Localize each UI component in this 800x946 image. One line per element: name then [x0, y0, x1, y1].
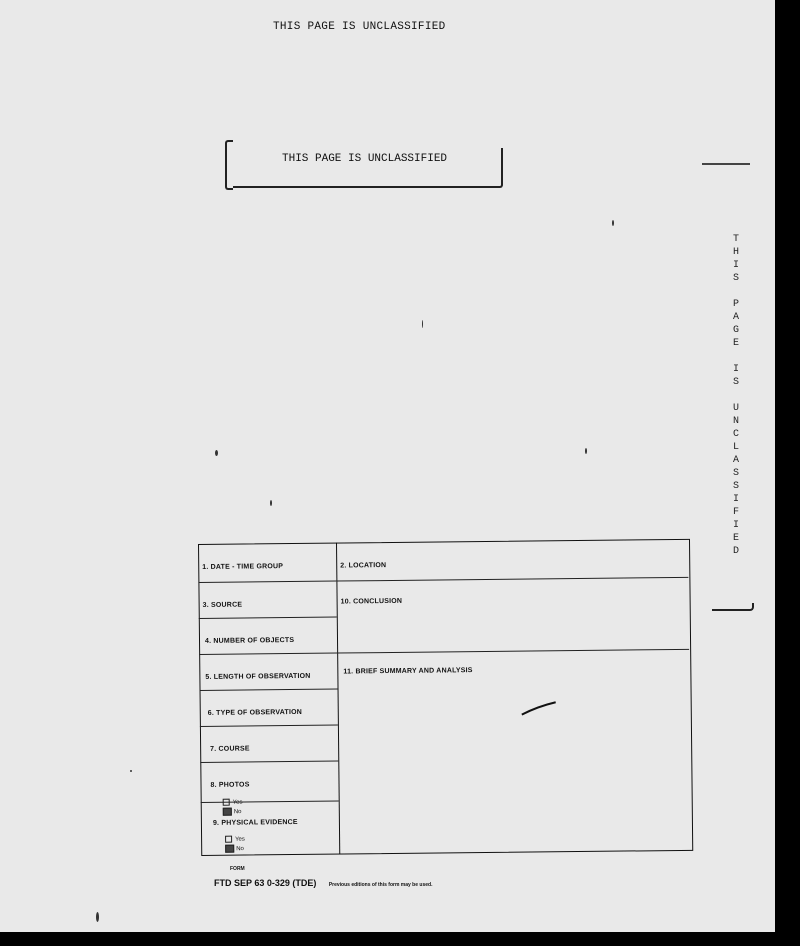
top-classification-stamp: THIS PAGE IS UNCLASSIFIED [273, 21, 446, 33]
observation-report-form [198, 539, 693, 860]
field-date-time-group: 1. DATE - TIME GROUP [202, 563, 284, 571]
evidence-yes-label: Yes [235, 836, 245, 843]
field-course: 7. COURSE [210, 745, 250, 753]
pen-mark [520, 700, 560, 720]
photos-yes-label: Yes [232, 799, 243, 806]
vertical-stamp-letter: F [732, 507, 739, 518]
footer-form-label: FORM [230, 866, 245, 872]
vertical-stamp-letter: S [732, 481, 739, 492]
vertical-stamp-letter: H [732, 247, 739, 258]
field-type-of-observation: 6. TYPE OF OBSERVATION [207, 708, 303, 717]
evidence-no-label: No [236, 846, 244, 853]
vertical-stamp-letter [730, 350, 742, 363]
field-length-of-observation: 5. LENGTH OF OBSERVATION [205, 672, 311, 681]
field-physical-evidence: 9. PHYSICAL EVIDENCE [212, 818, 298, 827]
boxed-stamp-text: THIS PAGE IS UNCLASSIFIED [282, 153, 448, 165]
side-classification-stamp [702, 163, 752, 611]
field-conclusion: 10. CONCLUSION [340, 597, 403, 606]
vertical-stamp-letter: D [732, 546, 739, 557]
photos-no-label: No [233, 809, 242, 816]
evidence-no-checkbox[interactable] [225, 845, 234, 853]
vertical-stamp-letter: A [732, 312, 739, 323]
photos-yes-checkbox[interactable] [223, 799, 230, 806]
field-number-of-objects: 4. NUMBER OF OBJECTS [204, 636, 295, 645]
field-location: 2. LOCATION [340, 562, 387, 570]
vertical-stamp-letter: I [732, 494, 739, 505]
vertical-stamp-letter [730, 389, 742, 402]
footer-form-id: FTD SEP 63 0-329 (TDE) [214, 878, 317, 888]
vertical-stamp-text [730, 233, 742, 558]
vertical-stamp-letter: I [732, 364, 739, 375]
vertical-stamp-letter: T [732, 234, 739, 245]
vertical-stamp-letter: S [732, 377, 739, 388]
field-brief-summary: 11. BRIEF SUMMARY AND ANALYSIS [343, 667, 473, 676]
field-source: 3. SOURCE [202, 601, 243, 609]
field-photos: 8. PHOTOS [210, 781, 250, 789]
vertical-stamp-letter: I [732, 260, 739, 271]
vertical-stamp-letter: C [732, 429, 739, 440]
vertical-stamp-letter: N [732, 416, 739, 427]
vertical-stamp-letter: L [732, 442, 739, 453]
vertical-stamp-letter: S [732, 273, 739, 284]
vertical-stamp-letter: I [732, 520, 739, 531]
vertical-stamp-letter: P [732, 299, 739, 310]
footer-note: Previous editions of this form may be used. [328, 882, 433, 888]
vertical-stamp-letter: S [732, 468, 739, 479]
vertical-stamp-letter: U [732, 403, 739, 414]
physical-evidence-options [225, 836, 245, 855]
boxed-classification-stamp [225, 140, 503, 188]
vertical-stamp-letter: G [732, 325, 739, 336]
vertical-stamp-letter: E [732, 338, 739, 349]
photos-no-checkbox[interactable] [223, 808, 232, 816]
vertical-stamp-letter [730, 285, 742, 298]
vertical-stamp-letter: A [732, 455, 739, 466]
photos-options [223, 799, 243, 818]
vertical-stamp-letter: E [732, 533, 739, 544]
evidence-yes-checkbox[interactable] [225, 836, 232, 843]
